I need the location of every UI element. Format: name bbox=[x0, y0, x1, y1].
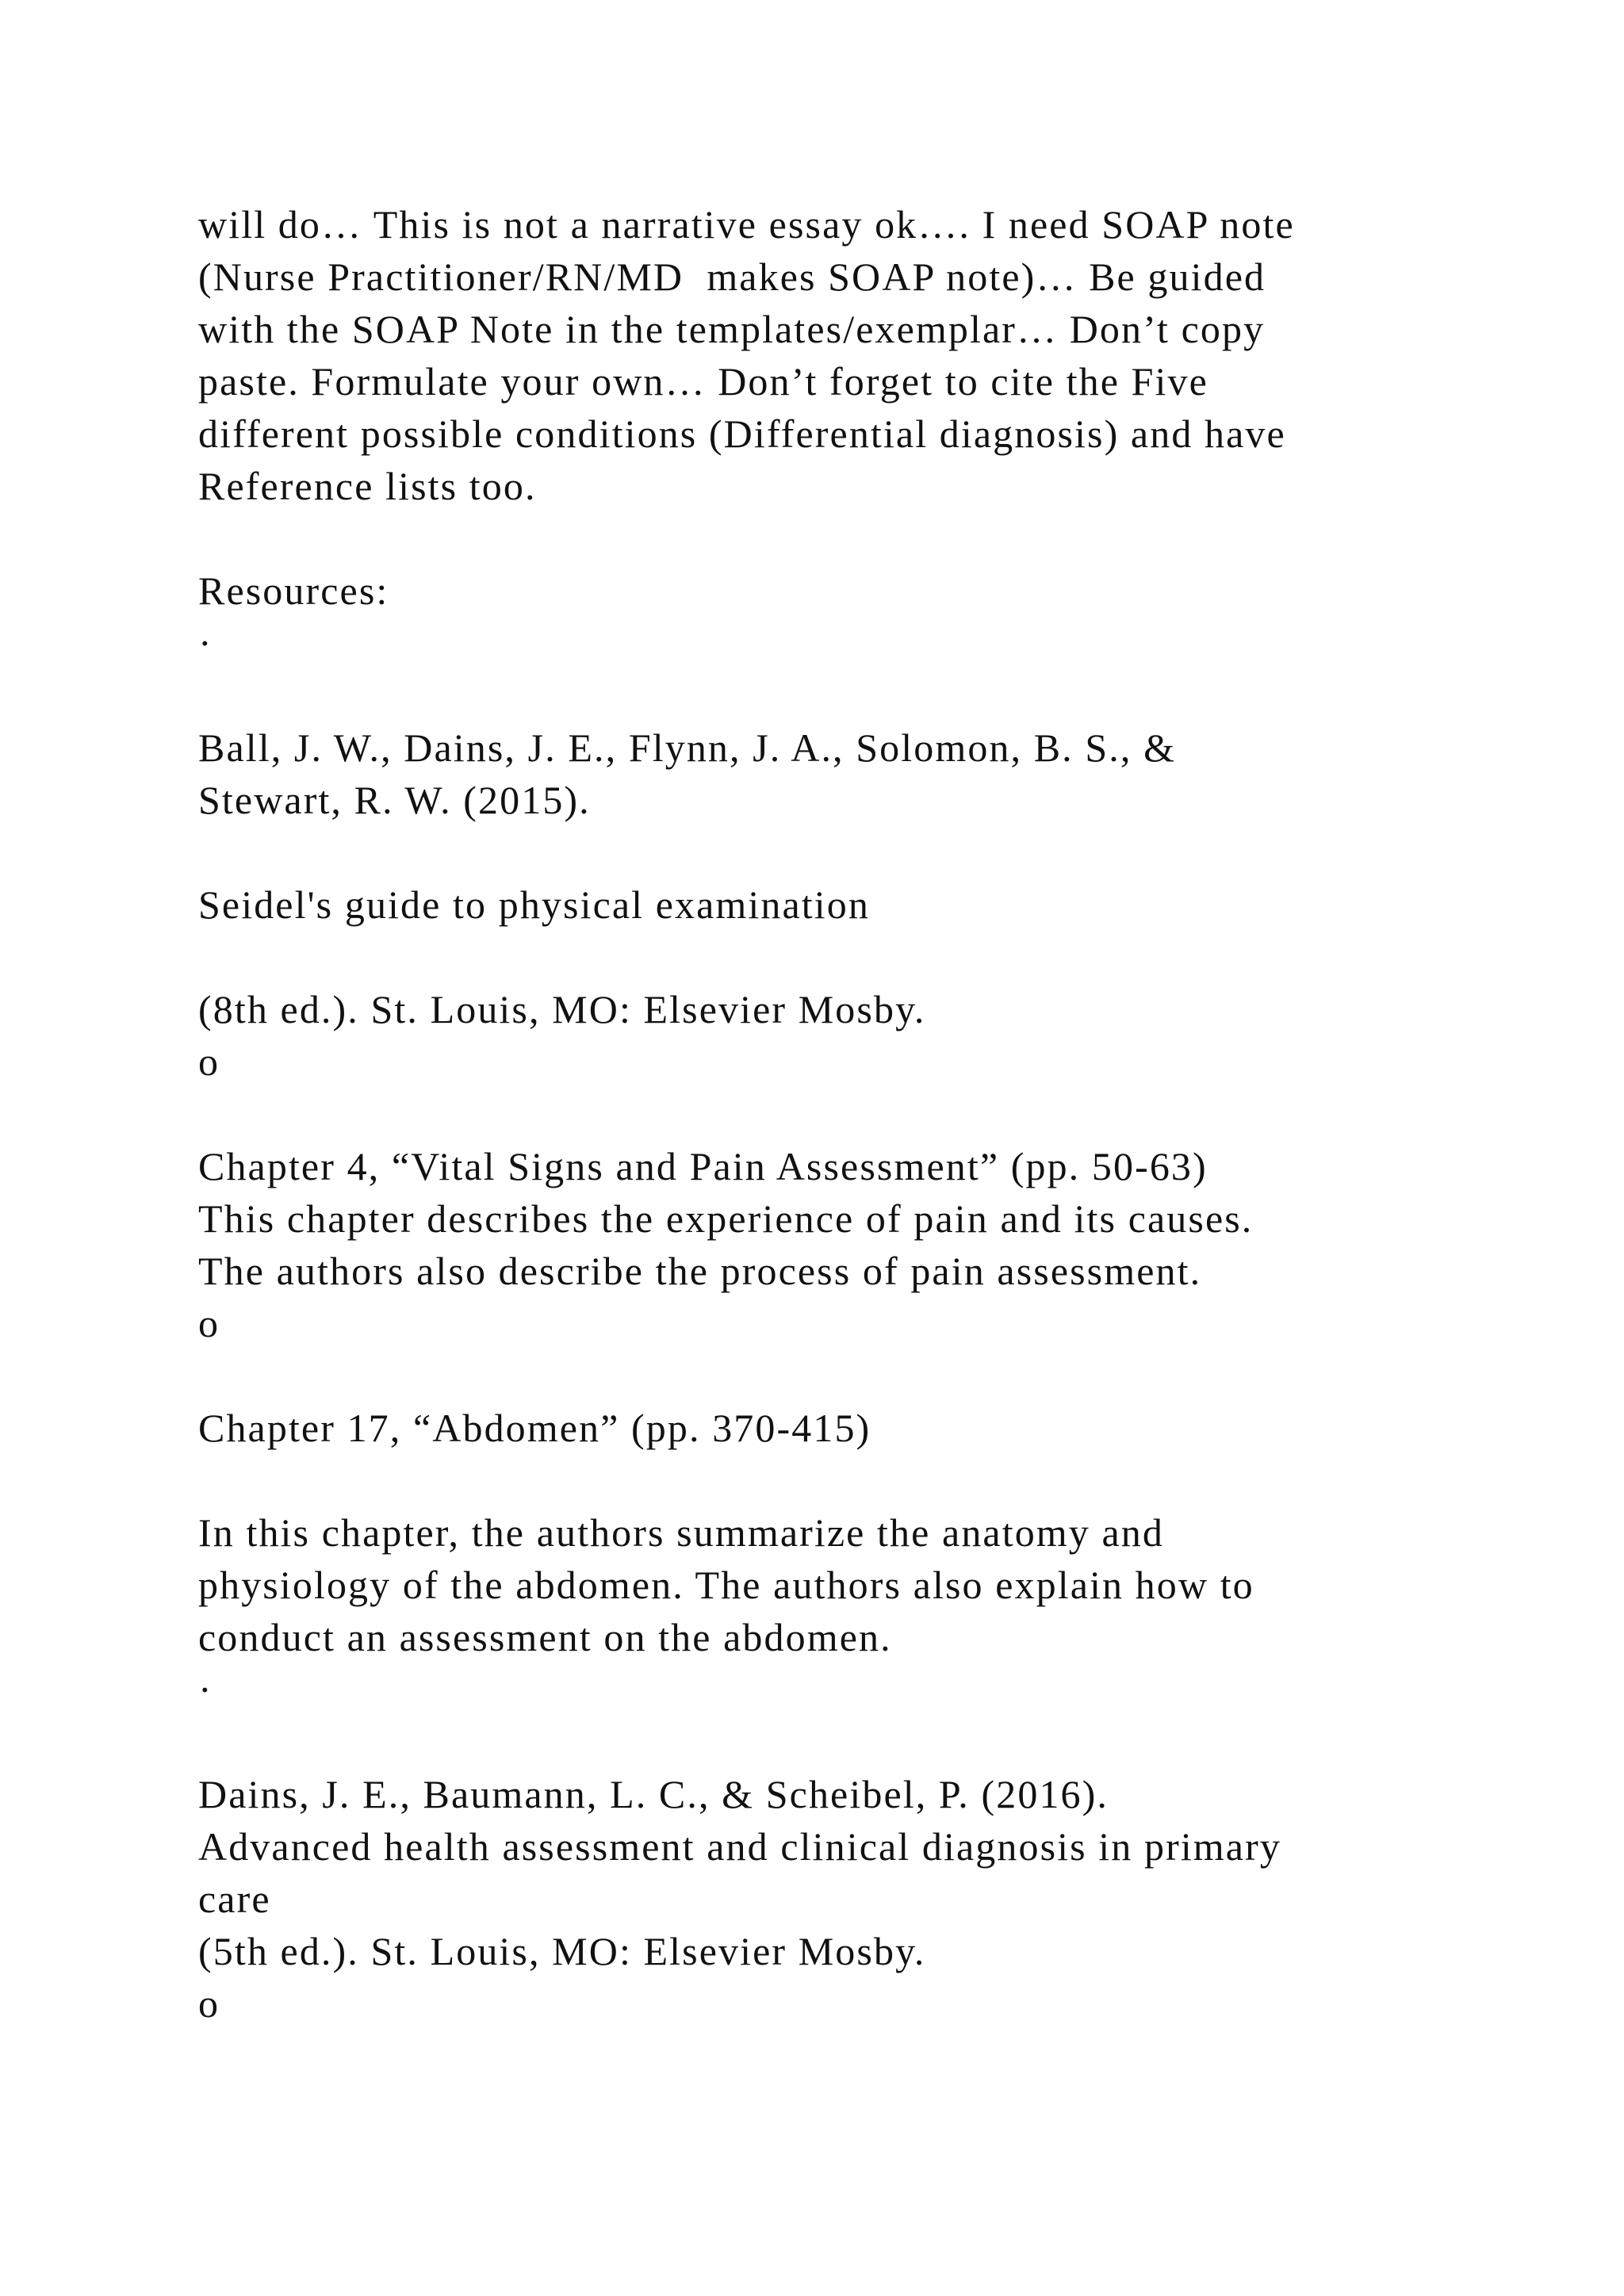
dains-citation-authors: Dains, J. E., Baumann, L. C., & Scheibel, P. (2016). bbox=[198, 1772, 1109, 1816]
chapter4-heading: Chapter 4, “Vital Signs and Pain Assessment” (pp. 50-63) bbox=[198, 1144, 1208, 1188]
chapter4-desc-line-1: This chapter describes the experience of pain and its causes. bbox=[198, 1196, 1254, 1241]
intro-line-3: with the SOAP Note in the templates/exemplar… Don’t copy bbox=[198, 307, 1266, 351]
ball-citation-edition: (8th ed.). St. Louis, MO: Elsevier Mosby. bbox=[198, 987, 926, 1031]
intro-line-2: (Nurse Practitioner/RN/MD makes SOAP note)… Be guided bbox=[198, 254, 1266, 299]
intro-line-6: Reference lists too. bbox=[198, 464, 537, 508]
chapter4-desc-line-2: The authors also describe the process of pain assessment. bbox=[198, 1249, 1202, 1293]
bullet-o-3: o bbox=[198, 1981, 220, 2026]
ball-citation-title: Seidel's guide to physical examination bbox=[198, 882, 870, 927]
bullet-dot-2: · bbox=[198, 1667, 213, 1712]
bullet-dot-1: · bbox=[198, 621, 213, 665]
bullet-o-1: o bbox=[198, 1039, 220, 1084]
chapter17-heading: Chapter 17, “Abdomen” (pp. 370-415) bbox=[198, 1406, 871, 1450]
chapter17-desc-line-1: In this chapter, the authors summarize the anatomy and bbox=[198, 1510, 1164, 1555]
ball-citation-authors-line-2: Stewart, R. W. (2015). bbox=[198, 778, 591, 822]
dains-citation-title-line-1: Advanced health assessment and clinical diagnosis in primary bbox=[198, 1824, 1281, 1869]
chapter17-desc-line-3: conduct an assessment on the abdomen. bbox=[198, 1615, 892, 1659]
ball-citation-authors-line-1: Ball, J. W., Dains, J. E., Flynn, J. A., Solomon, B. S., & bbox=[198, 725, 1177, 770]
chapter17-desc-line-2: physiology of the abdomen. The authors also explain how to bbox=[198, 1563, 1254, 1607]
dains-citation-edition: (5th ed.). St. Louis, MO: Elsevier Mosby. bbox=[198, 1929, 926, 1973]
resources-heading: Resources: bbox=[198, 568, 389, 613]
bullet-o-2: o bbox=[198, 1301, 220, 1345]
intro-line-1: will do… This is not a narrative essay ok…. I need SOAP note bbox=[198, 202, 1295, 247]
intro-line-4: paste. Formulate your own… Don’t forget to cite the Five bbox=[198, 359, 1208, 404]
intro-line-5: different possible conditions (Differential diagnosis) and have bbox=[198, 411, 1286, 456]
dains-citation-title-line-2: care bbox=[198, 1877, 271, 1921]
